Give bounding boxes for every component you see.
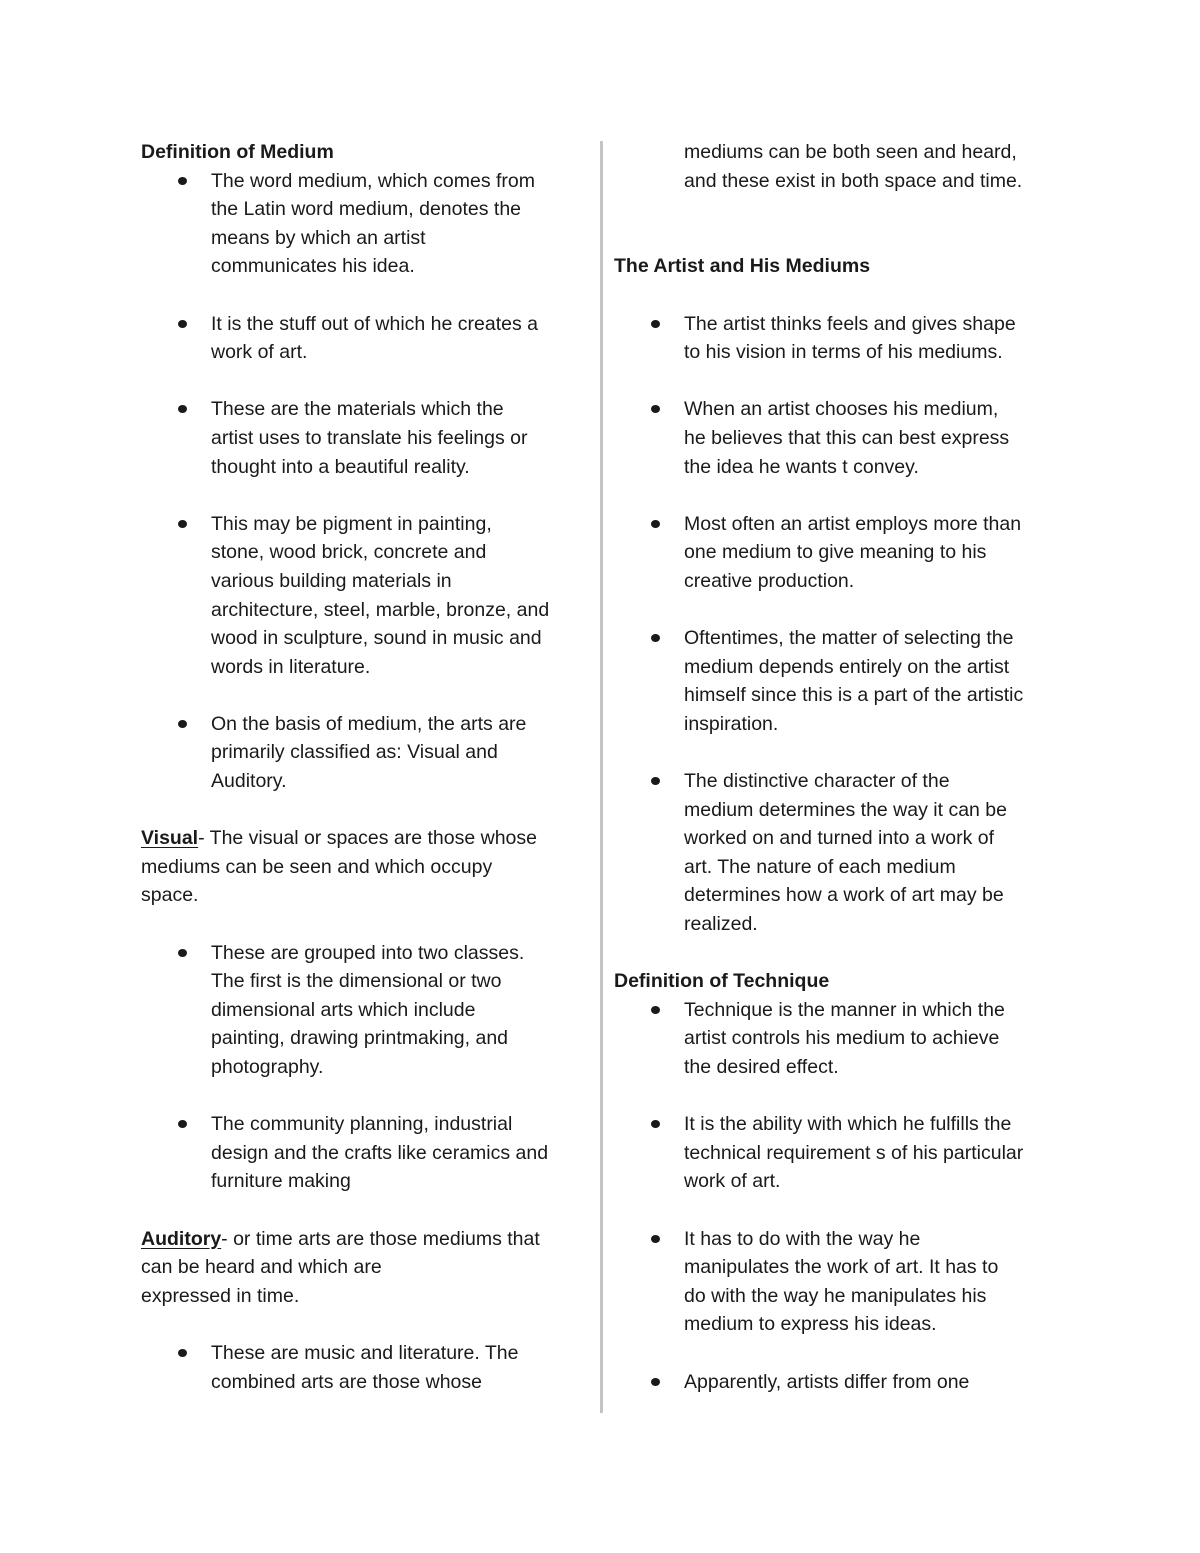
bullet-line: artist controls his medium to achieve xyxy=(684,1027,1000,1050)
auditory-definition: Auditory- or time arts are those mediums that xyxy=(141,1227,540,1250)
bullet-line: The artist thinks feels and gives shape xyxy=(684,312,1016,335)
technique-bullet-list xyxy=(614,996,1070,1396)
bullet-line: the Latin word medium, denotes the xyxy=(211,198,522,221)
visual-bullet-list xyxy=(141,939,591,1196)
bullet-item xyxy=(141,1110,591,1196)
bullet-line: artist uses to translate his feelings or xyxy=(211,426,528,449)
bullet-item xyxy=(614,1368,1070,1397)
heading-artist-and-mediums: The Artist and His Mediums xyxy=(614,255,871,278)
bullet-line: It has to do with the way he xyxy=(684,1227,921,1250)
bullet-line: medium depends entirely on the artist xyxy=(684,655,1010,678)
bullet-dot-icon xyxy=(651,1378,660,1386)
bullet-line: It is the stuff out of which he creates a xyxy=(211,312,538,335)
bullet-item xyxy=(614,1110,1070,1196)
bullet-dot-icon xyxy=(178,405,187,413)
bullet-item xyxy=(141,1339,591,1396)
bullet-line: worked on and turned into a work of xyxy=(684,827,995,850)
bullet-line: combined arts are those whose xyxy=(211,1370,482,1393)
bullet-line: These are grouped into two classes. xyxy=(211,941,525,964)
bullet-dot-icon xyxy=(178,949,187,957)
visual-definition-line: space. xyxy=(141,884,199,907)
bullet-dot-icon xyxy=(651,777,660,785)
left-column xyxy=(141,138,591,1396)
bullet-line: he believes that this can best express xyxy=(684,426,1010,449)
bullet-line: creative production. xyxy=(684,569,855,592)
bullet-dot-icon xyxy=(651,1235,660,1243)
bullet-line: do with the way he manipulates his xyxy=(684,1284,987,1307)
bullet-line: On the basis of medium, the arts are xyxy=(211,712,527,735)
bullet-line: manipulates the work of art. It has to xyxy=(684,1256,999,1279)
bullet-dot-icon xyxy=(651,320,660,328)
bullet-line: These are music and literature. The xyxy=(211,1341,519,1364)
bullet-item xyxy=(141,395,591,481)
bullet-line: This may be pigment in painting, xyxy=(211,512,492,535)
bullet-dot-icon xyxy=(178,177,187,185)
bullet-dot-icon xyxy=(651,1120,660,1128)
visual-term: Visual xyxy=(141,827,199,850)
bullet-line: work of art. xyxy=(211,341,308,364)
bullet-line: Oftentimes, the matter of selecting the xyxy=(684,627,1014,650)
bullet-line: dimensional arts which include xyxy=(211,998,476,1021)
bullet-line: medium determines the way it can be xyxy=(684,798,1007,821)
bullet-line: painting, drawing printmaking, and xyxy=(211,1027,509,1050)
bullet-item xyxy=(614,624,1070,738)
bullet-line: stone, wood brick, concrete and xyxy=(211,541,487,564)
bullet-item xyxy=(614,310,1070,367)
bullet-item xyxy=(141,710,591,796)
bullet-line: to his vision in terms of his mediums. xyxy=(684,341,1003,364)
bullet-dot-icon xyxy=(651,634,660,642)
bullet-line: various building materials in xyxy=(211,569,452,592)
right-column xyxy=(614,138,1070,1396)
bullet-line: communicates his idea. xyxy=(211,255,415,278)
continuation-line: and these exist in both space and time. xyxy=(684,169,1023,192)
bullet-line: medium to express his ideas. xyxy=(684,1313,937,1336)
bullet-line: It is the ability with which he fulfills the xyxy=(684,1113,1012,1136)
bullet-line: Most often an artist employs more than xyxy=(684,512,1022,535)
bullet-line: words in literature. xyxy=(211,655,371,678)
bullet-item xyxy=(614,395,1070,481)
auditory-term: Auditory xyxy=(141,1227,222,1250)
bullet-item xyxy=(614,1225,1070,1339)
bullet-line: Auditory. xyxy=(211,770,287,793)
bullet-line: Technique is the manner in which the xyxy=(684,998,1005,1021)
bullet-line: architecture, steel, marble, bronze, and xyxy=(211,598,550,621)
visual-definition-line: mediums can be seen and which occupy xyxy=(141,855,493,878)
bullet-line: primarily classified as: Visual and xyxy=(211,741,498,764)
bullet-line: furniture making xyxy=(211,1170,351,1193)
bullet-line: When an artist chooses his medium, xyxy=(684,398,999,421)
bullet-line: determines how a work of art may be xyxy=(684,884,1004,907)
bullet-line: art. The nature of each medium xyxy=(684,855,956,878)
auditory-definition-line: expressed in time. xyxy=(141,1284,300,1307)
bullet-item xyxy=(141,167,591,281)
bullet-dot-icon xyxy=(178,1349,187,1357)
bullet-dot-icon xyxy=(651,405,660,413)
bullet-item xyxy=(141,510,591,682)
bullet-line: Apparently, artists differ from one xyxy=(684,1370,970,1393)
bullet-line: technical requirement s of his particular xyxy=(684,1141,1024,1164)
bullet-item xyxy=(614,510,1070,596)
artist-bullet-list xyxy=(614,310,1070,939)
continuation-line: mediums can be both seen and heard, xyxy=(684,141,1017,163)
medium-bullet-list xyxy=(141,167,591,796)
bullet-item xyxy=(614,767,1070,939)
bullet-line: inspiration. xyxy=(684,712,779,735)
auditory-bullet-list xyxy=(141,1339,591,1396)
bullet-dot-icon xyxy=(651,520,660,528)
bullet-line: one medium to give meaning to his xyxy=(684,541,987,564)
bullet-item xyxy=(141,310,591,367)
bullet-line: means by which an artist xyxy=(211,226,426,249)
bullet-line: work of art. xyxy=(684,1170,781,1193)
bullet-line: realized. xyxy=(684,913,758,936)
bullet-dot-icon xyxy=(178,1120,187,1128)
bullet-line: The word medium, which comes from xyxy=(211,169,536,192)
bullet-dot-icon xyxy=(651,1006,660,1014)
heading-definition-of-technique: Definition of Technique xyxy=(614,970,830,993)
auditory-definition-line: can be heard and which are xyxy=(141,1256,382,1279)
bullet-dot-icon xyxy=(178,520,187,528)
bullet-line: The first is the dimensional or two xyxy=(211,970,502,993)
bullet-item xyxy=(614,996,1070,1082)
bullet-line: thought into a beautiful reality. xyxy=(211,455,470,478)
bullet-line: photography. xyxy=(211,1056,324,1078)
visual-definition: Visual- The visual or spaces are those whose xyxy=(141,827,537,850)
bullet-line: design and the crafts like ceramics and xyxy=(211,1141,549,1164)
bullet-line: the desired effect. xyxy=(684,1056,839,1078)
bullet-item xyxy=(141,939,591,1082)
bullet-line: the idea he wants t convey. xyxy=(684,455,919,478)
bullet-line: The community planning, industrial xyxy=(211,1113,513,1136)
bullet-dot-icon xyxy=(178,720,187,728)
bullet-dot-icon xyxy=(178,320,187,328)
heading-definition-of-medium: Definition of Medium xyxy=(141,141,334,163)
bullet-line: The distinctive character of the xyxy=(684,770,950,793)
bullet-line: himself since this is a part of the artistic xyxy=(684,684,1024,707)
bullet-line: wood in sculpture, sound in music and xyxy=(211,627,542,650)
bullet-line: These are the materials which the xyxy=(211,398,504,421)
column-divider xyxy=(600,141,603,1413)
